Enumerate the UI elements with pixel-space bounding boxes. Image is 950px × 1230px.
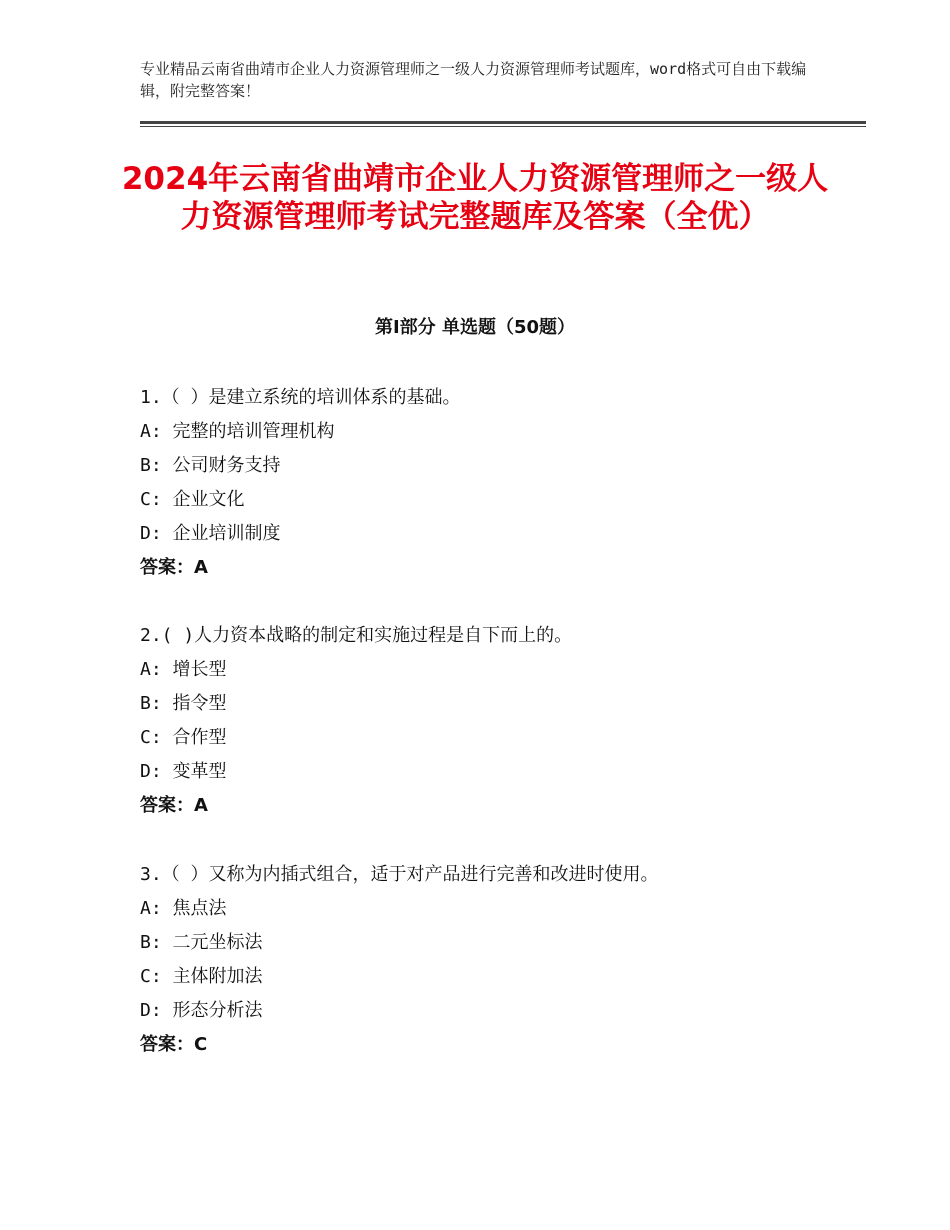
- question-stem: 2.( )人力资本战略的制定和实施过程是自下而上的。: [140, 625, 573, 646]
- document-title: 2024年云南省曲靖市企业人力资源管理师之一级人力资源管理师考试完整题库及答案（全优）: [121, 161, 829, 235]
- option-a: A: 完整的培训管理机构: [140, 421, 335, 442]
- option-b: B: 公司财务支持: [140, 455, 281, 476]
- option-c: C: 合作型: [140, 727, 227, 748]
- question-3: [140, 858, 860, 1062]
- header-divider-thick: [140, 121, 866, 124]
- question-stem: 1.（ ）是建立系统的培训体系的基础。: [140, 387, 461, 408]
- option-c: C: 企业文化: [140, 489, 245, 510]
- option-b: B: 二元坐标法: [140, 932, 263, 953]
- answer-label: 答案：A: [140, 557, 208, 578]
- header-divider-thin: [140, 126, 866, 127]
- question-1: [140, 381, 860, 585]
- answer-label: 答案：C: [140, 1034, 208, 1055]
- answer-label: 答案：A: [140, 795, 208, 816]
- section-heading: 第Ⅰ部分 单选题（50题）: [374, 317, 575, 338]
- header-note: 专业精品云南省曲靖市企业人力资源管理师之一级人力资源管理师考试题库，word格式可自由下载编辑，附完整答案！: [140, 60, 807, 100]
- option-d: D: 形态分析法: [140, 1000, 263, 1021]
- question-stem: 3.（ ）又称为内插式组合，适于对产品进行完善和改进时使用。: [140, 864, 659, 885]
- option-a: A: 焦点法: [140, 898, 227, 919]
- question-2: [140, 619, 860, 823]
- option-d: D: 企业培训制度: [140, 523, 281, 544]
- option-b: B: 指令型: [140, 693, 227, 714]
- option-d: D: 变革型: [140, 761, 227, 782]
- option-c: C: 主体附加法: [140, 966, 263, 987]
- option-a: A: 增长型: [140, 659, 227, 680]
